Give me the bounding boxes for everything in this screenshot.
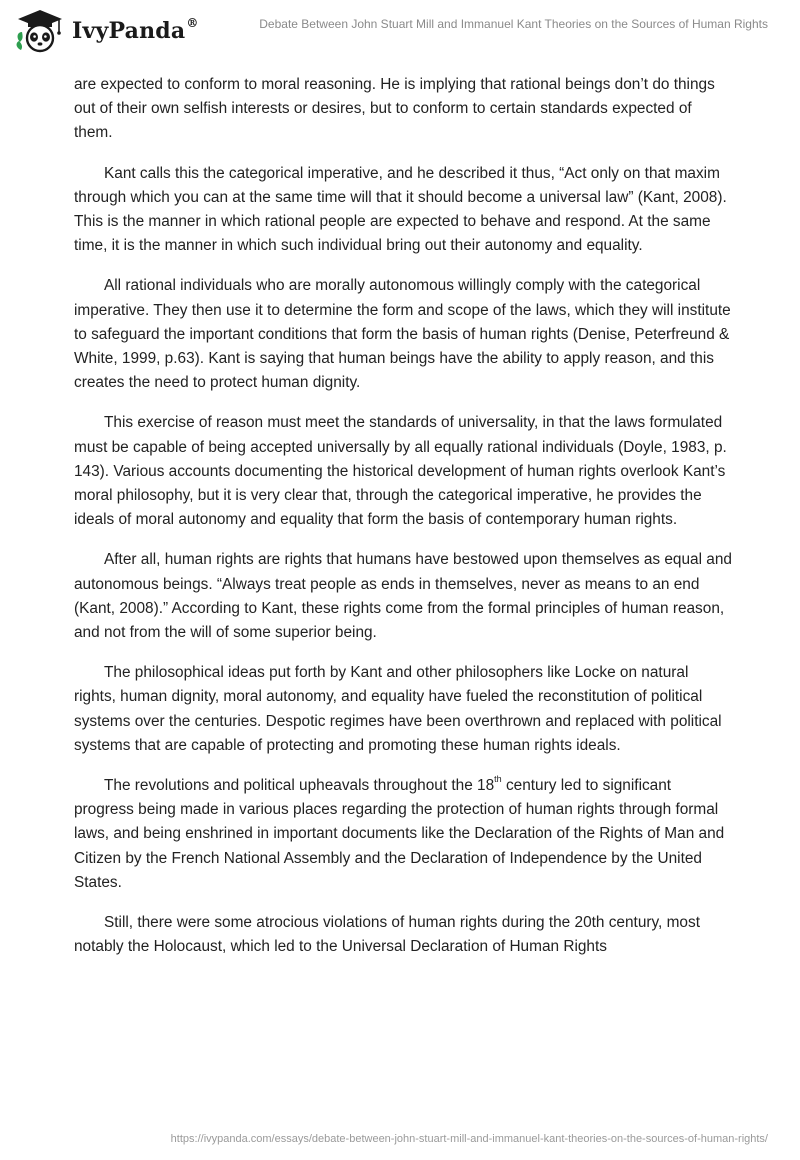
paragraph-text-start: The revolutions and political upheavals throughout the 18: [104, 777, 495, 795]
ordinal-suffix: th: [494, 773, 502, 784]
source-url[interactable]: https://ivypanda.com/essays/debate-between-john-stuart-mill-and-immanuel-kant-theories-on-the-sources-of-human-rights/: [170, 1133, 768, 1145]
paragraph: Still, there were some atrocious violations of human rights during the 20th century, most notably the Holocaust, which led to the Universal Declaration of Human Rights: [74, 914, 700, 956]
panda-graduate-icon: [14, 8, 66, 54]
essay-body: [74, 73, 734, 976]
paragraph: After all, human rights are rights that humans have bestowed upon themselves as equal and autonomous beings. “Always treat people as ends in themselves, never as means to an end (Kant, 2008).” According to Kant, these rights come from the formal principles of human reason, and not from the will of some superior being.: [74, 551, 732, 642]
paragraph: [74, 774, 734, 895]
document-title: Debate Between John Stuart Mill and Immanuel Kant Theories on the Sources of Human Rights: [259, 17, 768, 31]
paragraph: This exercise of reason must meet the standards of universality, in that the laws formulated must be capable of being accepted universally by all equally rational individuals (Doyle, 1983, p. 143). Various accounts documenting the historical development of human rights overlook Kant’s moral philosophy, but it is very clear that, through the categorical imperative, he provides the ideals of moral autonomy and equality that form the basis of contemporary human rights.: [74, 414, 727, 529]
ivypanda-logo[interactable]: [14, 8, 214, 54]
registered-mark: ®: [186, 16, 199, 30]
paragraph: Kant calls this the categorical imperative, and he described it thus, “Act only on that maxim through which you can at the same time will that it should become a universal law” (Kant, 2008). This is the manner in which rational people are expected to behave and respond. At the same time, it is the manner in which such individual bring out their autonomy and equality.: [74, 164, 727, 255]
paragraph-text-end: century led to significant progress being made in various places regarding the protection of human rights through formal laws, and being enshrined in important documents like the Declaration of the Rights of Man and Citizen by the French National Assembly and the Declaration of Independence by the United States.: [74, 777, 725, 891]
paragraph: All rational individuals who are morally autonomous willingly comply with the categorical imperative. They then use it to determine the form and scope of the laws, which they will institute to safeguard the important conditions that form the basis of human rights (Denise, Peterfreund & White, 1999, p.63). Kant is saying that human beings have the ability to apply reason, and this creates the need to protect human dignity.: [74, 277, 731, 392]
page-header: [0, 0, 800, 60]
paragraph: are expected to conform to moral reasoning. He is implying that rational beings don’t do things out of their own selfish interests or desires, but to conform to certain standards expected of them.: [74, 76, 715, 142]
paragraph: The philosophical ideas put forth by Kant and other philosophers like Locke on natural rights, human dignity, moral autonomy, and equality have fueled the reconstitution of political systems over the centuries. Despotic regimes have been overthrown and replaced with political systems that are capable of protecting and promoting these human rights ideals.: [74, 664, 722, 754]
brand-name: IvyPanda®: [72, 16, 199, 44]
